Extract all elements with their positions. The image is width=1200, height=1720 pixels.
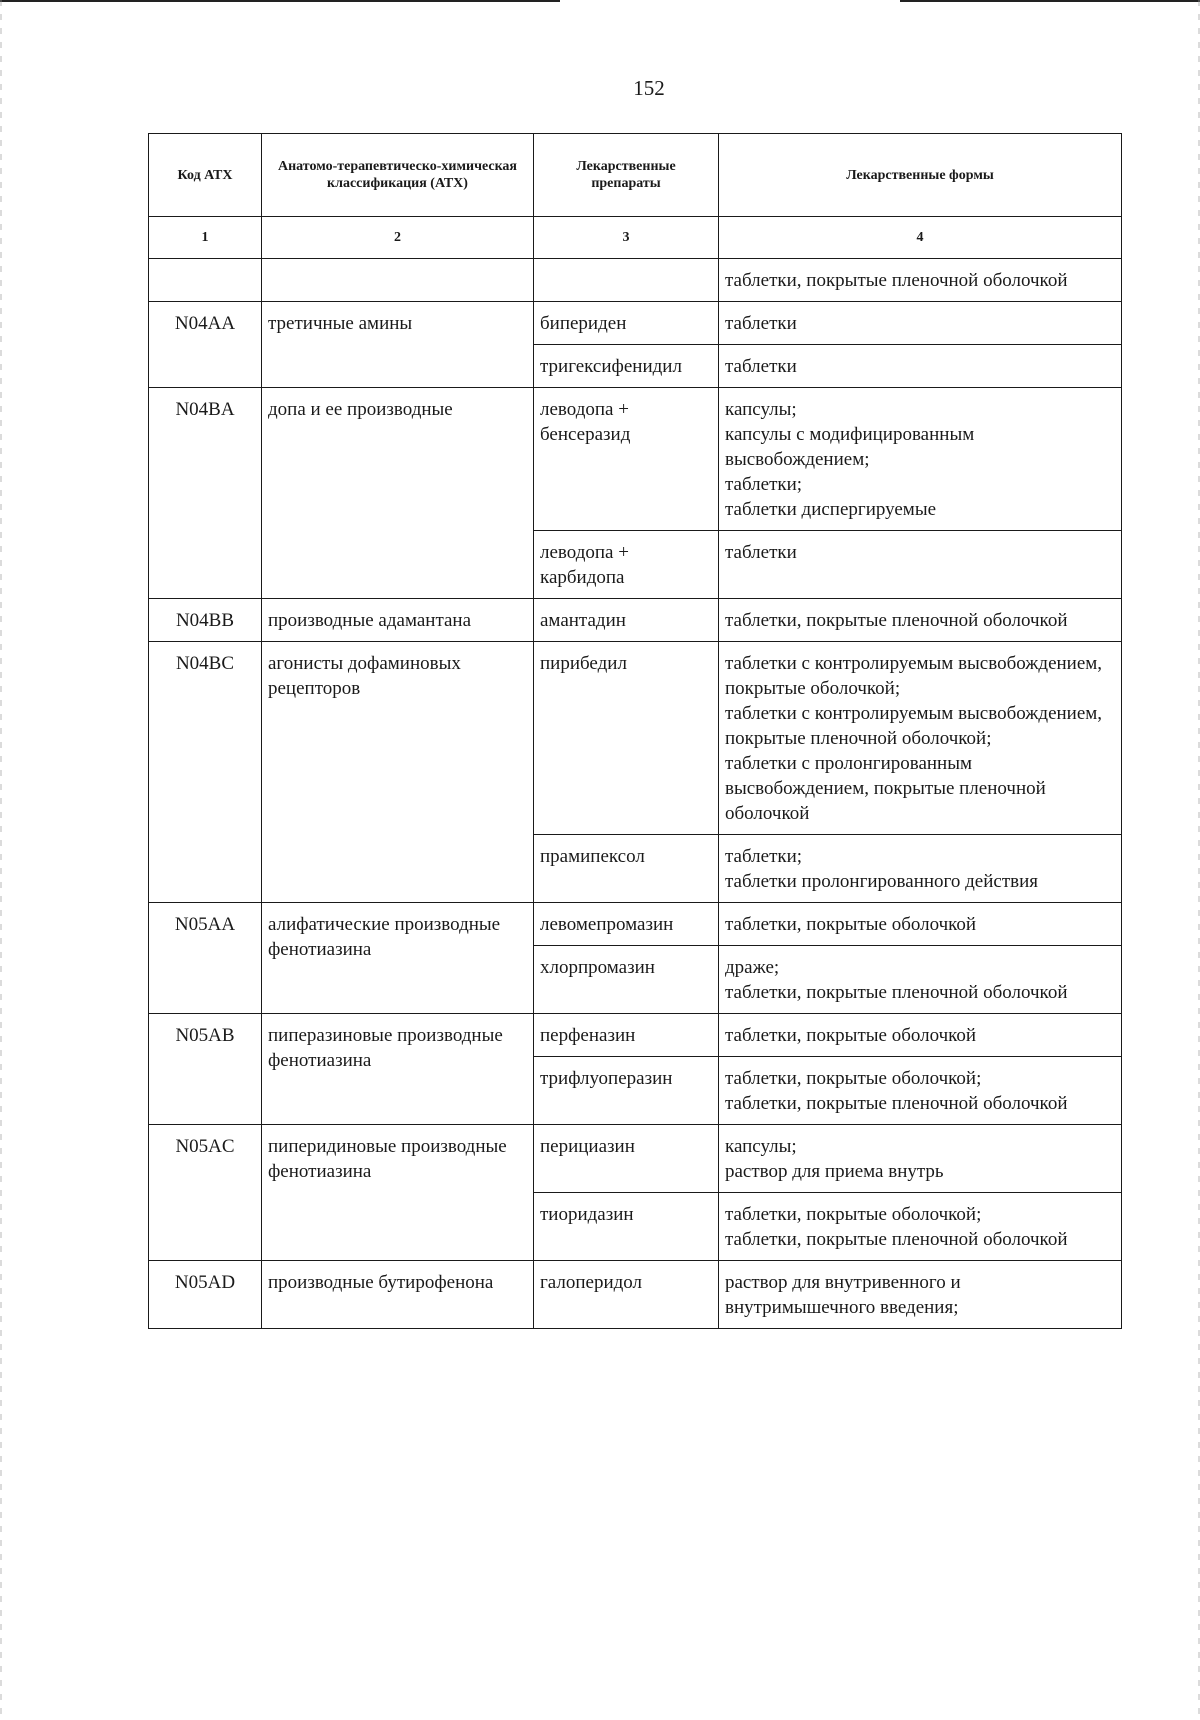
atc-class-cell: агонисты дофаминовых рецепторов [262, 642, 534, 903]
column-number: 3 [534, 217, 719, 259]
forms-cell [719, 903, 1122, 946]
atc-code-cell: N05AD [149, 1261, 262, 1329]
header-atc-code: Код АТХ [149, 134, 262, 217]
atc-class-cell: пиперидиновые производные фенотиазина [262, 1125, 534, 1261]
form-item: таблетки пролонгированного действия [725, 871, 1038, 892]
forms-cell [719, 302, 1122, 345]
atc-class-cell: пиперазиновые производные фенотиазина [262, 1014, 534, 1125]
atc-code-cell: N04BC [149, 642, 262, 903]
atc-class-cell [262, 259, 534, 302]
table-row [149, 1014, 1122, 1057]
drug-cell [534, 259, 719, 302]
form-item: таблетки; [725, 846, 803, 867]
drug-cell: левомепромазин [534, 903, 719, 946]
form-item: таблетки, покрытые оболочкой; [725, 1204, 982, 1225]
form-item: таблетки, покрытые пленочной оболочкой [725, 982, 1068, 1003]
forms-cell [719, 1014, 1122, 1057]
header-atc-classification: Анатомо-терапевтическо-химическая классификация (АТХ) [262, 134, 534, 217]
forms-cell [719, 1193, 1122, 1261]
form-item: таблетки, покрытые пленочной оболочкой [725, 1093, 1068, 1114]
form-item: капсулы с модифицированным высвобождением; [725, 424, 975, 470]
atc-drug-table [148, 133, 1122, 1329]
forms-cell [719, 345, 1122, 388]
drug-cell: прамипексол [534, 835, 719, 903]
forms-cell [719, 599, 1122, 642]
atc-code-cell: N04BB [149, 599, 262, 642]
drug-cell: леводопа + бенсеразид [534, 388, 719, 531]
form-item: таблетки [725, 542, 797, 563]
table-row [149, 903, 1122, 946]
form-item: таблетки с контролируемым высвобождением, покрытые пленочной оболочкой; [725, 703, 1103, 749]
forms-cell [719, 531, 1122, 599]
table-row [149, 1125, 1122, 1193]
atc-code-cell: N05AB [149, 1014, 262, 1125]
drug-cell: галоперидол [534, 1261, 719, 1329]
header-row [149, 134, 1122, 217]
forms-cell [719, 642, 1122, 835]
form-item: таблетки с пролонгированным высвобождением, покрытые пленочной оболочкой [725, 753, 1046, 824]
scan-edge-left [0, 0, 2, 1720]
drug-cell: перициазин [534, 1125, 719, 1193]
form-item: капсулы; [725, 399, 797, 420]
atc-code-cell: N05AA [149, 903, 262, 1014]
drug-cell: тиоридазин [534, 1193, 719, 1261]
header-drugs: Лекарственные препараты [534, 134, 719, 217]
header-dosage-forms: Лекарственные формы [719, 134, 1122, 217]
forms-cell [719, 388, 1122, 531]
form-item: таблетки, покрытые оболочкой; [725, 1068, 982, 1089]
table-row [149, 642, 1122, 835]
forms-cell [719, 1057, 1122, 1125]
table-row [149, 259, 1122, 302]
atc-class-cell: допа и ее производные [262, 388, 534, 599]
forms-cell [719, 835, 1122, 903]
column-number-row [149, 217, 1122, 259]
column-number: 1 [149, 217, 262, 259]
form-item: таблетки, покрытые оболочкой [725, 1025, 977, 1046]
atc-class-cell: алифатические производные фенотиазина [262, 903, 534, 1014]
drug-cell: тригексифенидил [534, 345, 719, 388]
form-item: таблетки [725, 313, 797, 334]
form-item: таблетки; [725, 474, 803, 495]
column-number: 2 [262, 217, 534, 259]
drug-cell: бипериден [534, 302, 719, 345]
drug-cell: амантадин [534, 599, 719, 642]
drug-cell: перфеназин [534, 1014, 719, 1057]
atc-code-cell [149, 259, 262, 302]
form-item: таблетки, покрытые пленочной оболочкой [725, 610, 1068, 631]
atc-code-cell: N04AA [149, 302, 262, 388]
drug-cell: леводопа + карбидопа [534, 531, 719, 599]
form-item: таблетки, покрытые оболочкой [725, 914, 977, 935]
atc-class-cell: производные адамантана [262, 599, 534, 642]
form-item: таблетки, покрытые пленочной оболочкой [725, 270, 1068, 291]
column-number: 4 [719, 217, 1122, 259]
table-row [149, 599, 1122, 642]
form-item: раствор для внутривенного и внутримышечного введения; [725, 1272, 961, 1318]
forms-cell [719, 946, 1122, 1014]
table-row [149, 1261, 1122, 1329]
table-row [149, 388, 1122, 531]
form-item: раствор для приема внутрь [725, 1161, 944, 1182]
form-item: таблетки диспергируемые [725, 499, 937, 520]
drug-cell: пирибедил [534, 642, 719, 835]
scan-edge-top [0, 0, 1200, 2]
atc-class-cell: производные бутирофенона [262, 1261, 534, 1329]
forms-cell [719, 1125, 1122, 1193]
form-item: таблетки с контролируемым высвобождением, покрытые оболочкой; [725, 653, 1103, 699]
page-number: 152 [633, 76, 665, 100]
atc-class-cell: третичные амины [262, 302, 534, 388]
drug-cell: трифлуоперазин [534, 1057, 719, 1125]
form-item: капсулы; [725, 1136, 797, 1157]
form-item: драже; [725, 957, 780, 978]
form-item: таблетки [725, 356, 797, 377]
drug-cell: хлорпромазин [534, 946, 719, 1014]
form-item: таблетки, покрытые пленочной оболочкой [725, 1229, 1068, 1250]
atc-code-cell: N05AC [149, 1125, 262, 1261]
atc-code-cell: N04BA [149, 388, 262, 599]
forms-cell [719, 259, 1122, 302]
forms-cell [719, 1261, 1122, 1329]
table-row [149, 302, 1122, 345]
